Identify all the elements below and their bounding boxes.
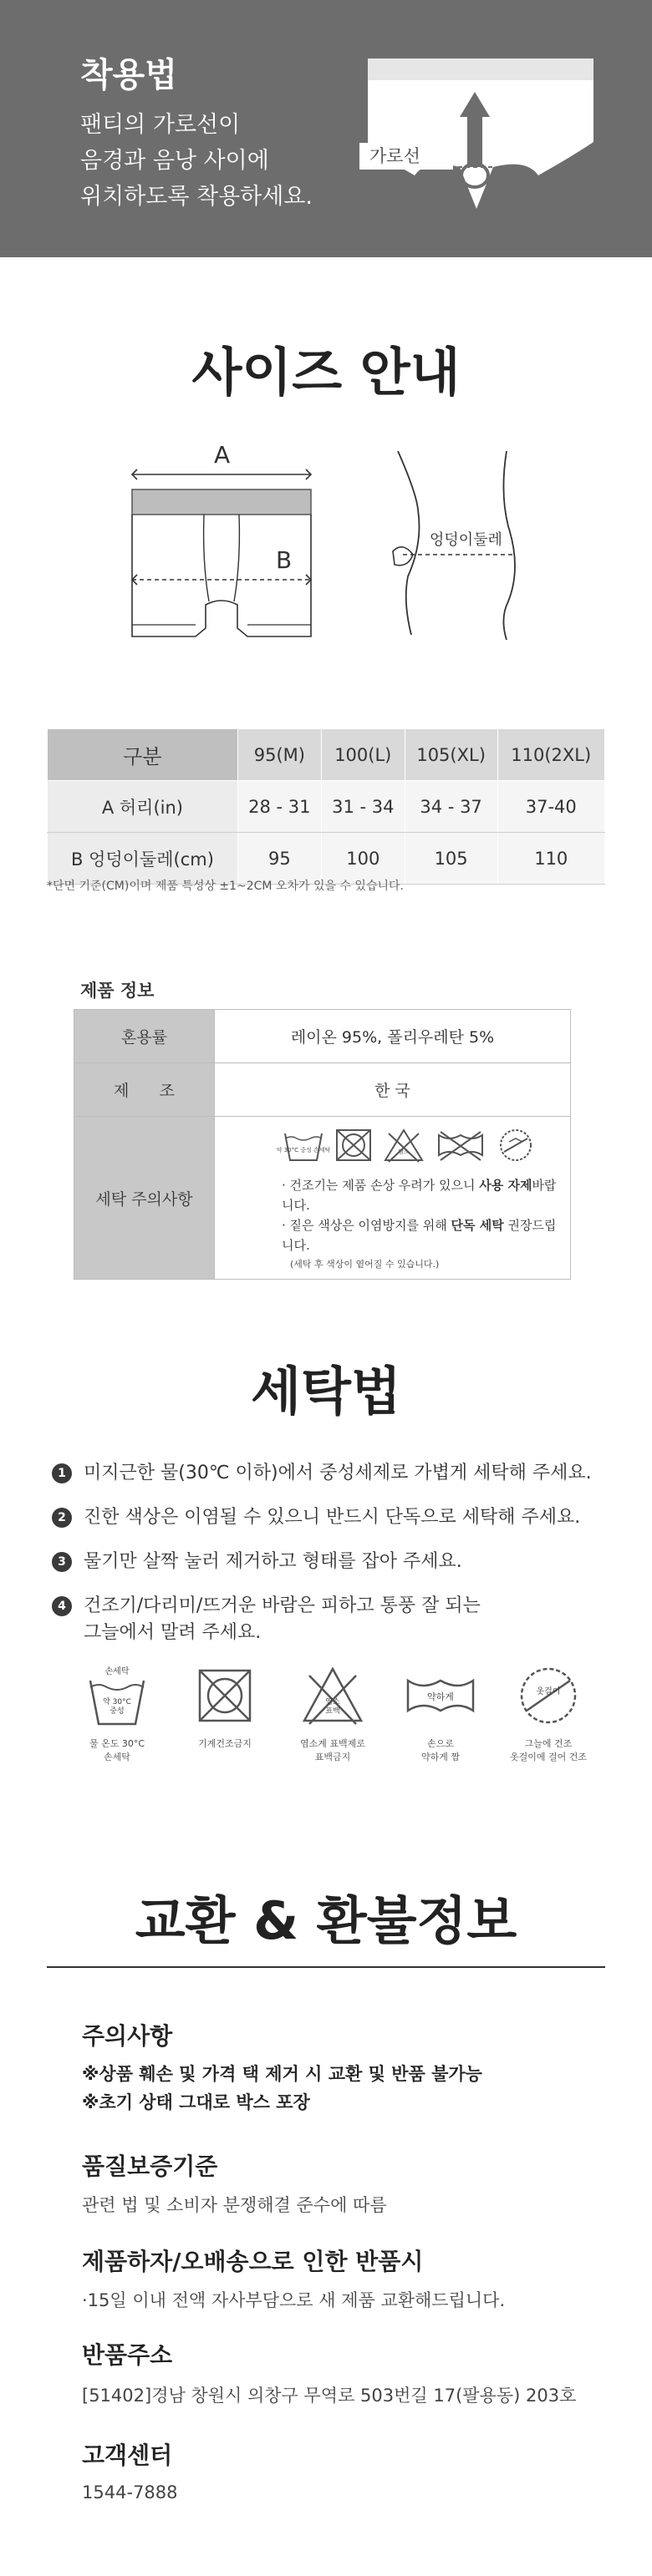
underwear-wearing-illustration <box>359 42 610 217</box>
care-note-line-2 <box>282 1215 558 1255</box>
icon-mid-text: 약하게 <box>427 1691 454 1702</box>
size-table-header-row <box>48 729 605 781</box>
size-note: *단면 기준(CM)이며 제품 특성상 ±1~2CM 오차가 있을 수 있습니다. <box>47 880 404 893</box>
wash-icon-item <box>74 1662 160 1764</box>
product-info-table <box>74 1009 571 1280</box>
care-note-line-1 <box>282 1175 558 1215</box>
step-number-badge: 4 <box>52 1596 72 1616</box>
care-note-text: · 짙은 색상은 이염방지를 위해 <box>282 1218 451 1233</box>
icon-text-line: 약 30°C <box>103 1698 131 1706</box>
size-cell: 105 <box>405 833 497 885</box>
care-icon-text: 약 30°C 중성 손세탁 <box>276 1147 331 1154</box>
size-table <box>47 728 605 885</box>
wash-icon-caption: 표백금지 <box>314 1752 351 1762</box>
table-row <box>74 1010 571 1063</box>
hand-wash-icon <box>84 1662 150 1729</box>
wash-icon-item <box>289 1662 376 1764</box>
size-guide-title: 사이즈 안내 <box>191 342 461 403</box>
wash-icon-row <box>74 1662 592 1764</box>
wearing-guide-line: 팬티의 가로선이 <box>80 112 241 138</box>
shade-dry-icon <box>496 1127 536 1164</box>
shade-dry-icon <box>515 1662 582 1729</box>
care-note-emphasis: 단독 세탁 <box>451 1218 504 1233</box>
icon-mid-text <box>325 1696 340 1716</box>
care-instructions-cell <box>215 1117 571 1280</box>
no-wring-icon <box>434 1127 487 1164</box>
size-cell: 37-40 <box>497 781 605 833</box>
caution-title: 주의사항 <box>82 2022 173 2050</box>
table-row <box>74 1117 571 1280</box>
return-address-title: 반품주소 <box>82 2341 173 2369</box>
icon-mid-text: 옷걸이 <box>536 1687 561 1696</box>
hand-wash-icon <box>276 1127 331 1164</box>
size-column-header: 100(L) <box>321 729 405 781</box>
defect-return-text: ·15일 이내 전액 자사부담으로 새 제품 교환해드립니다. <box>82 2290 506 2310</box>
washing-steps <box>52 1460 620 1664</box>
hip-label-b: B <box>276 546 293 574</box>
caution-line: ※초기 상태 그대로 박스 포장 <box>82 2092 310 2112</box>
size-row-label: B 엉덩이둘레(cm) <box>48 833 238 885</box>
wash-icon-item <box>397 1662 484 1764</box>
quality-title: 품질보증기준 <box>82 2153 218 2180</box>
no-bleach-icon <box>299 1662 366 1729</box>
exchange-refund-title: 교환 & 환불정보 <box>135 1890 517 1951</box>
product-info-title: 제품 정보 <box>80 981 155 1001</box>
step-text-block <box>84 1593 481 1646</box>
care-icon-row <box>276 1127 558 1164</box>
hip-circumference-label: 엉덩이둘레 <box>430 531 502 549</box>
table-row <box>48 781 605 833</box>
no-tumble-dry-icon <box>334 1127 374 1164</box>
step-text: 물기만 살짝 눌러 제거하고 형태를 잡아 주세요. <box>84 1551 462 1572</box>
step-number-badge: 1 <box>52 1463 72 1483</box>
info-key: 혼용률 <box>74 1010 215 1063</box>
horizontal-line-label: 가로선 <box>369 146 420 166</box>
no-bleach-icon <box>382 1127 425 1164</box>
no-tumble-dry-icon <box>191 1662 258 1729</box>
defect-return-title: 제품하자/오배송으로 인한 반품시 <box>82 2248 424 2275</box>
caution-line: ※상품 훼손 및 가격 택 제거 시 교환 및 반품 불가능 <box>82 2064 482 2084</box>
wring-gently-icon <box>403 1662 478 1729</box>
size-row-label: A 허리(in) <box>48 781 238 833</box>
step-number-badge: 3 <box>52 1552 72 1572</box>
wearing-guide-title: 착용법 <box>80 56 177 94</box>
list-item <box>52 1549 620 1575</box>
info-value: 레이온 95%, 폴리우레탄 5% <box>215 1010 571 1063</box>
washing-title: 세탁법 <box>251 1361 401 1422</box>
care-note-emphasis: 사용 자제 <box>479 1178 532 1193</box>
info-value: 한 국 <box>215 1063 571 1117</box>
table-row <box>74 1063 571 1117</box>
wash-icon-caption: 손세탁 <box>104 1752 130 1762</box>
size-cell: 34 - 37 <box>405 781 497 833</box>
caution-section <box>82 2018 617 2117</box>
icon-text-line: 염소 <box>325 1698 340 1706</box>
wash-icon-caption: 손으로 <box>427 1738 454 1749</box>
size-cell: 31 - 34 <box>321 781 405 833</box>
wash-icon-caption: 그늘에 건조 <box>524 1738 573 1749</box>
list-item <box>52 1593 620 1646</box>
wash-icon-caption: 기계건조금지 <box>198 1738 252 1749</box>
size-column-header: 105(XL) <box>405 729 497 781</box>
step-text: 건조기/다리미/뜨거운 바람은 피하고 통풍 잘 되는 <box>84 1595 481 1616</box>
care-icon-text: 염소 <box>398 1149 410 1155</box>
size-cell: 28 - 31 <box>237 781 321 833</box>
step-text: 미지근한 물(30℃ 이하)에서 중성세제로 가볍게 세탁해 주세요. <box>84 1463 592 1483</box>
list-item <box>52 1460 620 1487</box>
customer-center-title: 고객센터 <box>82 2442 173 2469</box>
wash-icon-caption: 약하게 짬 <box>420 1752 460 1762</box>
care-note-text: · 건조기는 제품 손상 우려가 있으니 <box>282 1178 480 1193</box>
step-number-badge: 2 <box>52 1508 72 1528</box>
size-table-corner: 구분 <box>48 729 238 781</box>
waist-label-a: A <box>214 441 231 469</box>
wearing-guide-text <box>80 107 381 215</box>
wearing-guide-line: 음경과 음낭 사이에 <box>80 148 269 174</box>
step-text: 진한 색상은 이염될 수 있으니 반드시 단독으로 세탁해 주세요. <box>84 1507 581 1528</box>
size-cell: 110 <box>497 833 605 885</box>
care-note-text: 바랍니다. <box>282 1178 557 1213</box>
care-note-text: 권장드립니다. <box>282 1218 557 1253</box>
customer-center-phone: 1544-7888 <box>82 2482 178 2502</box>
quality-section <box>82 2148 617 2217</box>
underwear-front-diagram <box>115 438 333 655</box>
icon-mid-text <box>103 1696 131 1716</box>
icon-text-line: 표백 <box>325 1706 340 1716</box>
wash-icon-item <box>181 1662 268 1764</box>
info-key: 제 조 <box>74 1063 215 1117</box>
icon-text-line: 중성 <box>110 1706 125 1716</box>
icon-top-text: 손세탁 <box>104 1667 130 1676</box>
return-address-section <box>82 2337 617 2407</box>
customer-center-section <box>82 2437 617 2502</box>
size-column-header: 95(M) <box>237 729 321 781</box>
wearing-guide-banner <box>0 0 652 257</box>
quality-text: 관련 법 및 소비자 분쟁해결 준수에 따름 <box>82 2195 387 2215</box>
size-cell: 100 <box>321 833 405 885</box>
wearing-guide-line: 위치하도록 착용하세요. <box>80 184 313 210</box>
wash-icon-caption: 물 온도 30°C <box>89 1738 145 1749</box>
care-note-small: (세탁 후 색상이 옅어질 수 있습니다.) <box>290 1259 440 1270</box>
size-column-header: 110(2XL) <box>497 729 605 781</box>
body-side-diagram <box>374 443 542 643</box>
wash-icon-caption: 염소계 표백제로 <box>300 1738 365 1749</box>
step-text: 그늘에서 말려 주세요. <box>84 1622 262 1643</box>
section-divider <box>47 1966 605 1968</box>
wash-icon-item <box>505 1662 592 1764</box>
wash-icon-caption: 옷걸이에 걸어 건조 <box>509 1752 587 1762</box>
return-address-text: [51402]경남 창원시 의창구 무역로 503번길 17(팔용동) 203호 <box>82 2386 577 2406</box>
info-key: 세탁 주의사항 <box>74 1117 215 1280</box>
list-item <box>52 1504 620 1531</box>
size-cell: 95 <box>237 833 321 885</box>
defect-return-section <box>82 2244 617 2312</box>
